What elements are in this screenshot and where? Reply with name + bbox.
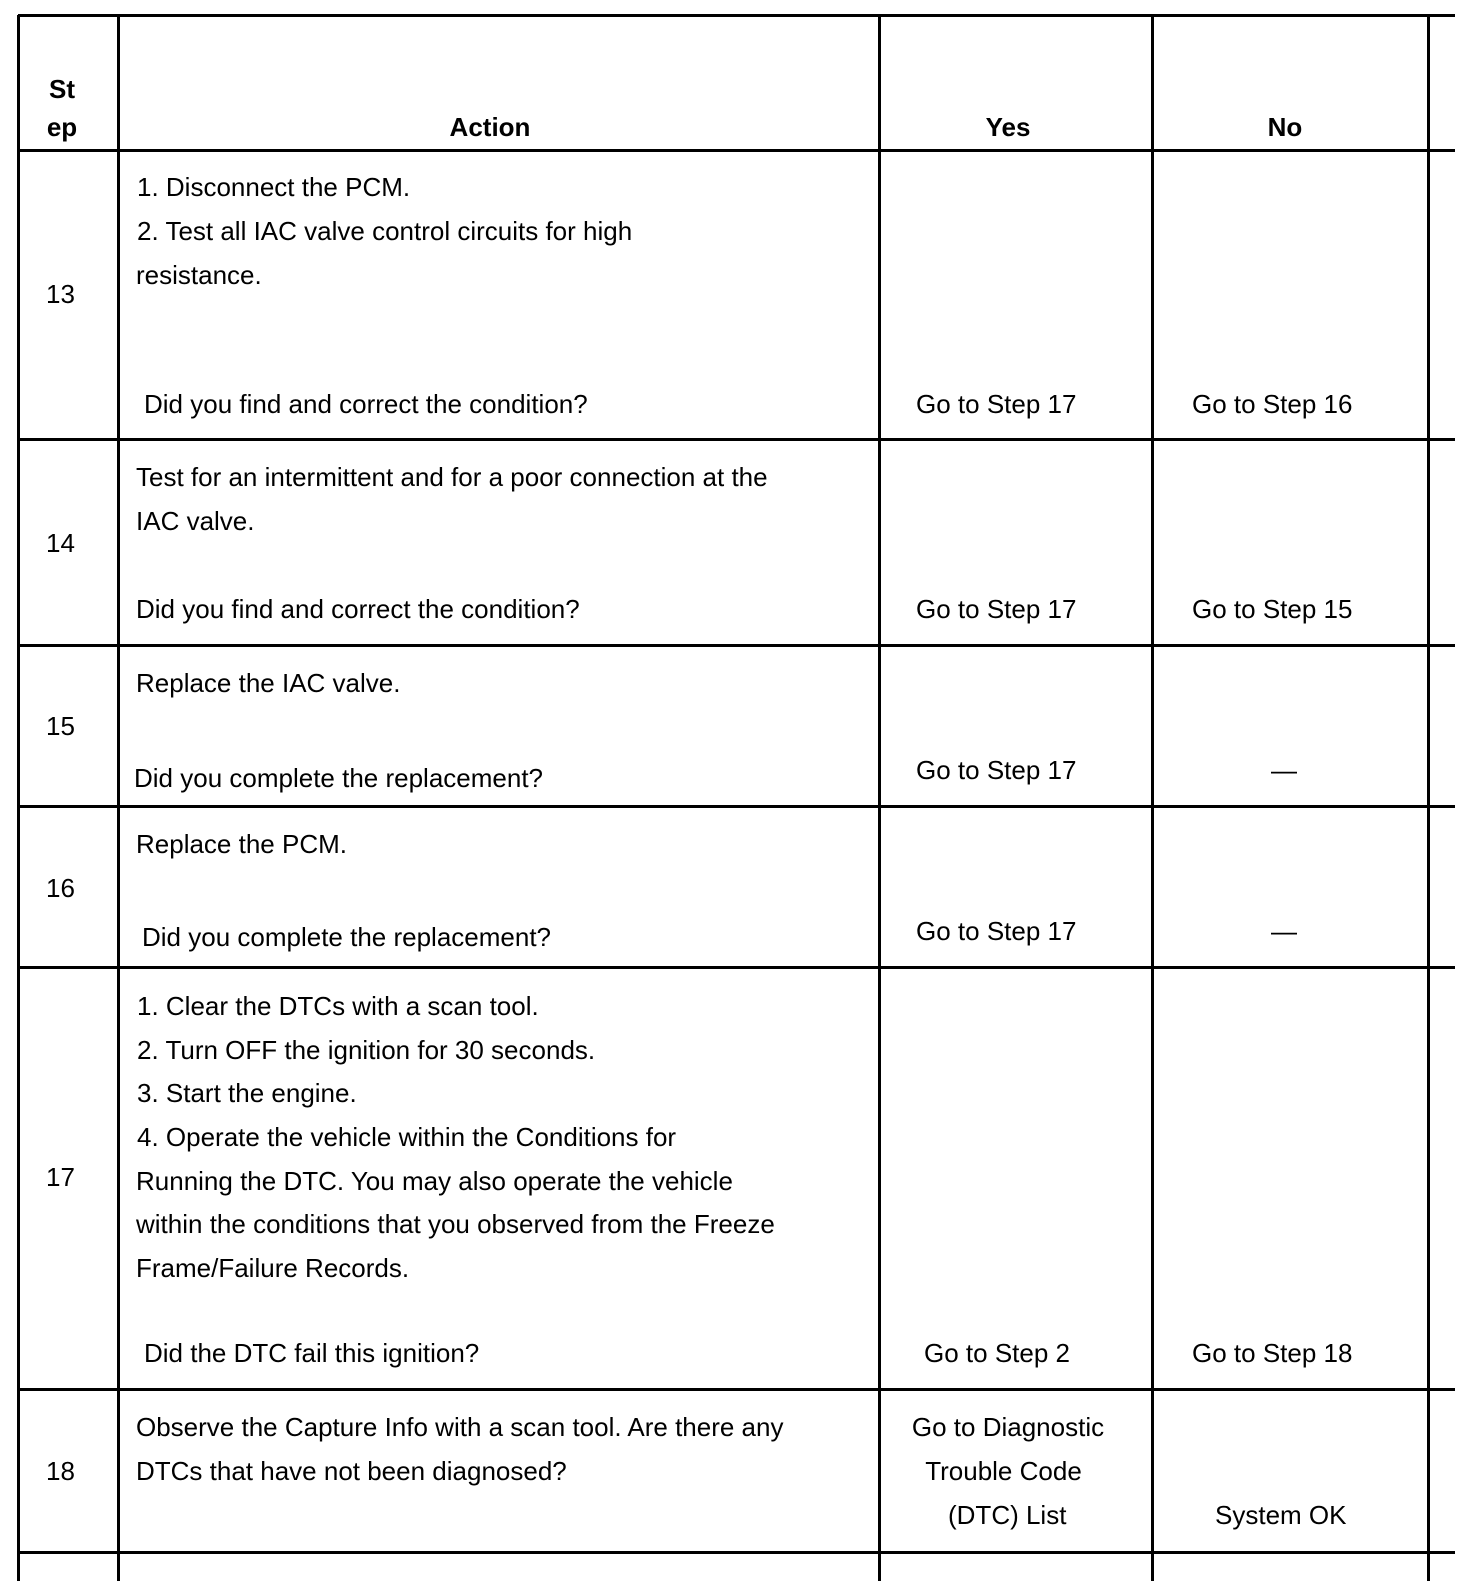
row-divider [18, 1388, 1455, 1391]
column-divider [1427, 15, 1430, 1581]
action-line: Replace the PCM. [136, 829, 347, 859]
header-step [20, 74, 104, 142]
table-border-left [17, 15, 20, 1581]
column-divider [117, 15, 120, 1581]
row-divider [18, 805, 1455, 808]
step-number: 16 [46, 873, 75, 903]
action-line: IAC valve. [136, 506, 255, 536]
step-number: 14 [46, 528, 75, 558]
no-result: Go to Step 18 [1192, 1338, 1353, 1368]
step-number: 17 [46, 1162, 75, 1192]
step-number: 13 [46, 279, 75, 309]
step-number: 18 [46, 1456, 75, 1486]
step-number: 15 [46, 711, 75, 741]
column-divider [878, 15, 881, 1581]
action-line: resistance. [136, 260, 262, 290]
action-question: Did you find and correct the condition? [136, 594, 580, 624]
yes-result-line: (DTC) List [948, 1500, 1067, 1530]
no-result: System OK [1215, 1500, 1347, 1530]
action-question: Did you find and correct the condition? [144, 389, 588, 419]
action-line: Observe the Capture Info with a scan tool. Are there any [136, 1412, 784, 1442]
row-divider [18, 14, 1455, 17]
no-result: Go to Step 15 [1192, 594, 1353, 624]
action-line: Replace the IAC valve. [136, 668, 401, 698]
action-question: Did the DTC fail this ignition? [144, 1338, 480, 1368]
yes-result: Go to Step 17 [916, 755, 1077, 785]
row-divider [18, 149, 1455, 152]
yes-result: Go to Step 2 [924, 1338, 1070, 1368]
yes-result: Go to Step 17 [916, 916, 1077, 946]
header-action: Action [449, 112, 531, 142]
action-line: 2. Test all IAC valve control circuits for high [137, 216, 633, 246]
action-line: Test for an intermittent and for a poor connection at the [136, 462, 768, 492]
yes-result: Go to Step 17 [916, 389, 1077, 419]
action-line: 1. Disconnect the PCM. [137, 172, 411, 202]
action-line: DTCs that have not been diagnosed? [136, 1456, 567, 1486]
action-line: Frame/Failure Records. [136, 1253, 410, 1283]
no-result: — [1271, 755, 1297, 785]
row-divider [18, 644, 1455, 647]
action-line: 1. Clear the DTCs with a scan tool. [137, 991, 539, 1021]
action-line: Running the DTC. You may also operate the vehicle [136, 1166, 733, 1196]
yes-result-line: Go to Diagnostic [911, 1412, 1105, 1442]
row-divider [18, 966, 1455, 969]
header-step-line2: ep [46, 112, 78, 142]
column-divider [1151, 15, 1154, 1581]
header-no: No [1267, 112, 1303, 142]
action-line: 4. Operate the vehicle within the Conditions for [137, 1122, 677, 1152]
header-yes: Yes [985, 112, 1031, 142]
no-result: — [1271, 916, 1297, 946]
action-line: within the conditions that you observed from the Freeze [136, 1209, 775, 1239]
row-divider [18, 438, 1455, 441]
action-line: 3. Start the engine. [137, 1078, 357, 1108]
header-step-line1: St [49, 74, 75, 104]
action-question: Did you complete the replacement? [142, 922, 552, 952]
no-result: Go to Step 16 [1192, 389, 1353, 419]
yes-result-line: Trouble Code [925, 1456, 1082, 1486]
action-line: 2. Turn OFF the ignition for 30 seconds. [137, 1035, 596, 1065]
yes-result: Go to Step 17 [916, 594, 1077, 624]
row-divider [18, 1551, 1455, 1554]
action-question: Did you complete the replacement? [134, 763, 544, 793]
